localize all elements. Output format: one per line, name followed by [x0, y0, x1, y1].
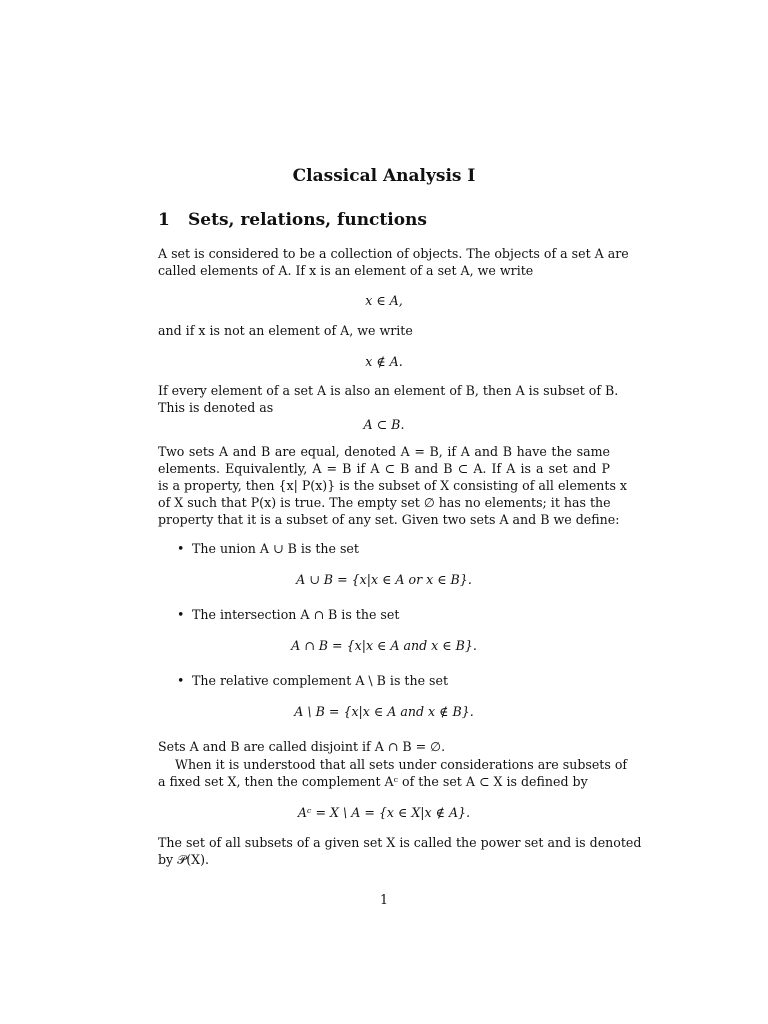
complement-line-1: When it is understood that all sets under considerations are subsets of	[175, 757, 628, 772]
subset-line-1: If every element of a set A is also an element of B, then A is subset of B.	[158, 383, 619, 398]
equal-line-3: is a property, then {x| P(x)} is the subset of X consisting of all elements x	[158, 478, 628, 493]
bullet-union-text: The union A ∪ B is the set	[192, 541, 359, 556]
not-element-line: and if x is not an element of A, we write	[158, 323, 413, 338]
power-set-line-1: The set of all subsets of a given set X is called the power set and is denoted	[158, 835, 642, 850]
intro-line-1: A set is considered to be a collection of objects. The objects of a set A are	[158, 246, 629, 261]
bullet-relative-complement	[177, 672, 448, 689]
formula-not-element-of: x ∉ A.	[365, 354, 403, 369]
formula-relative-complement: A \ B = {x|x ∈ A and x ∉ B}.	[294, 704, 474, 719]
formula-subset: A ⊂ B.	[363, 417, 405, 432]
complement-paragraph	[158, 756, 628, 790]
bullet-dot: •	[177, 673, 185, 688]
formula-intersection: A ∩ B = {x|x ∈ A and x ∈ B}.	[291, 638, 477, 653]
equal-line-1: Two sets A and B are equal, denoted A = B, if A and B have the same	[158, 444, 610, 459]
formula-element-of: x ∈ A,	[365, 293, 403, 308]
section-number: 1	[158, 210, 170, 230]
equal-line-4: of X such that P(x) is true. The empty set ∅ has no elements; it has the	[158, 495, 611, 510]
disjoint-line: Sets A and B are called disjoint if A ∩ B = ∅.	[158, 739, 446, 754]
intro-line-2: called elements of A. If x is an element of a set A, we write	[158, 263, 534, 278]
equal-line-5: property that it is a subset of any set. Given two sets A and B we define:	[158, 512, 620, 527]
bullet-intersection-text: The intersection A ∩ B is the set	[192, 607, 400, 622]
section-title: Sets, relations, functions	[188, 210, 427, 230]
bullet-union	[177, 540, 359, 557]
subset-line-2: This is denoted as	[158, 400, 274, 415]
formula-union: A ∪ B = {x|x ∈ A or x ∈ B}.	[296, 572, 472, 587]
power-set-line-2: by 𝒫(X).	[158, 852, 210, 867]
bullet-intersection	[177, 606, 399, 623]
intro-paragraph	[158, 245, 629, 279]
section-heading	[158, 209, 427, 231]
document-title: Classical Analysis I	[292, 166, 476, 186]
power-set-paragraph	[158, 834, 642, 868]
subset-paragraph	[158, 382, 619, 416]
equal-paragraph	[158, 443, 628, 528]
equal-line-2: elements. Equivalently, A = B if A ⊂ B and B ⊂ A. If A is a set and P	[158, 461, 610, 476]
page-number: 1	[379, 892, 388, 907]
bullet-dot: •	[177, 541, 185, 556]
disjoint-paragraph	[158, 738, 610, 755]
bullet-dot: •	[177, 607, 185, 622]
complement-line-2: a fixed set X, then the complement Aᶜ of the set A ⊂ X is defined by	[158, 774, 588, 789]
not-element-paragraph	[158, 322, 610, 339]
bullet-relative-complement-text: The relative complement A \ B is the set	[192, 673, 449, 688]
formula-complement: Aᶜ = X \ A = {x ∈ X|x ∉ A}.	[297, 805, 471, 820]
